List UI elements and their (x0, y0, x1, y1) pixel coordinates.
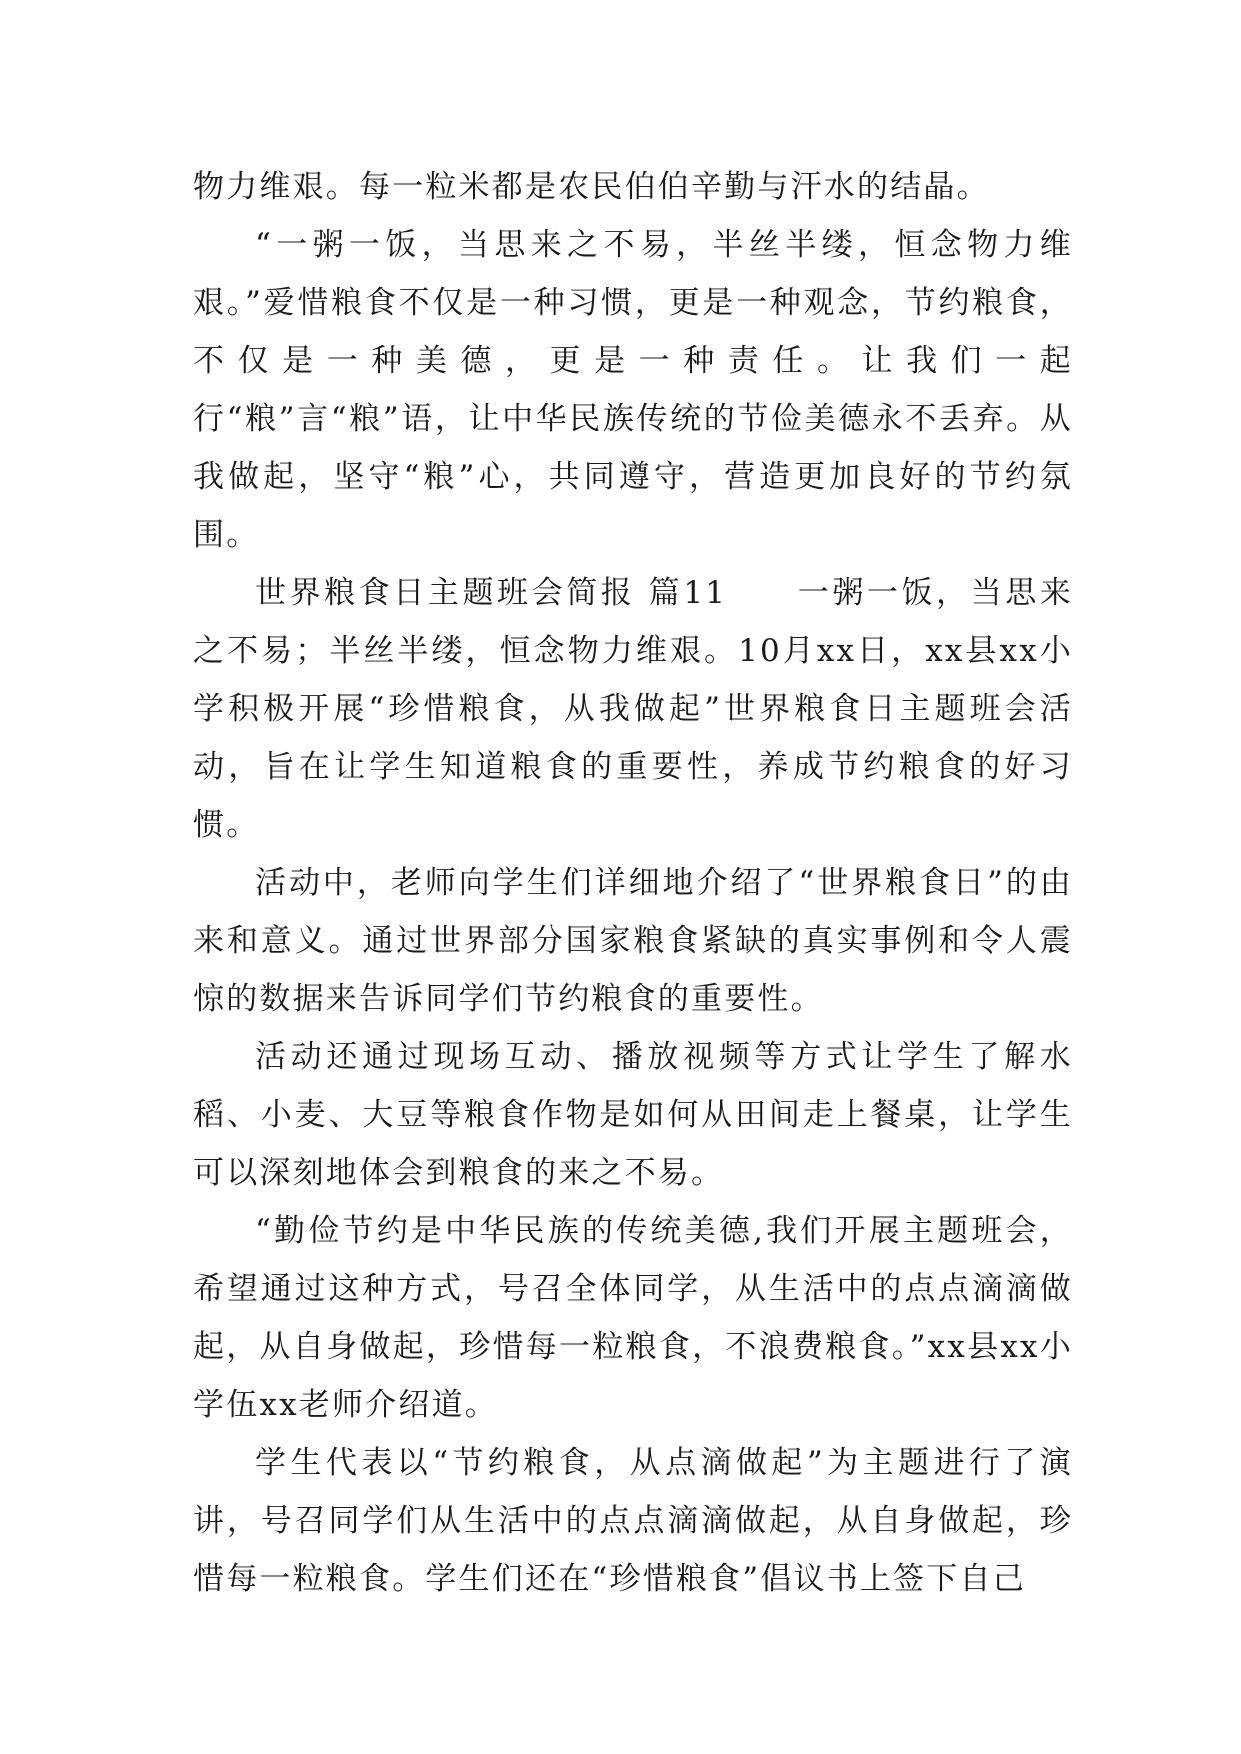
paragraph-continued: 物力维艰。每一粒米都是农民伯伯辛勤与汗水的结晶。 (193, 169, 990, 205)
paragraph-student-speech: 学生代表以“节约粮食，从点滴做起”为主题进行了演讲，号召同学们从生活中的点点滴滴做起，从自身做起，珍惜每一粒粮食。学生们还在“珍惜粮食”倡议书上签下自己 (193, 1445, 1073, 1597)
paragraph-teacher-quote: “勤俭节约是中华民族的传统美德,我们开展主题班会，希望通过这种方式，号召全体同学，从生活中的点点滴滴做起，从自身做起，珍惜每一粒粮食，不浪费粮食。”xx县xx小学伍xx老师介绍道。 (193, 1213, 1073, 1423)
paragraph-section-heading: 世界粮食日主题班会简报 篇11 一粥一饭，当思来之不易；半丝半缕，恒念物力维艰。10月xx日，xx县xx小学积极开展“珍惜粮食，从我做起”世界粮食日主题班会活动，旨在让学生知道粮食的重要性，养成节约粮食的好习惯。 (193, 575, 1073, 843)
paragraph-quote: “一粥一饭，当思来之不易，半丝半缕，恒念物力维艰。”爱惜粮食不仅是一种习惯，更是一种观念，节约粮食，不仅是一种美德，更是一种责任。让我们一起行“粮”言“粮”语，让中华民族传统的节俭美德永不丢弃。从我做起，坚守“粮”心，共同遵守，营造更加良好的节约氛围。 (193, 227, 1073, 553)
document-body (193, 158, 1073, 1608)
paragraph-activity-details: 活动还通过现场互动、播放视频等方式让学生了解水稻、小麦、大豆等粮食作物是如何从田间走上餐桌，让学生可以深刻地体会到粮食的来之不易。 (193, 1039, 1073, 1191)
paragraph-activity-intro: 活动中，老师向学生们详细地介绍了“世界粮食日”的由来和意义。通过世界部分国家粮食紧缺的真实事例和令人震惊的数据来告诉同学们节约粮食的重要性。 (193, 865, 1073, 1017)
